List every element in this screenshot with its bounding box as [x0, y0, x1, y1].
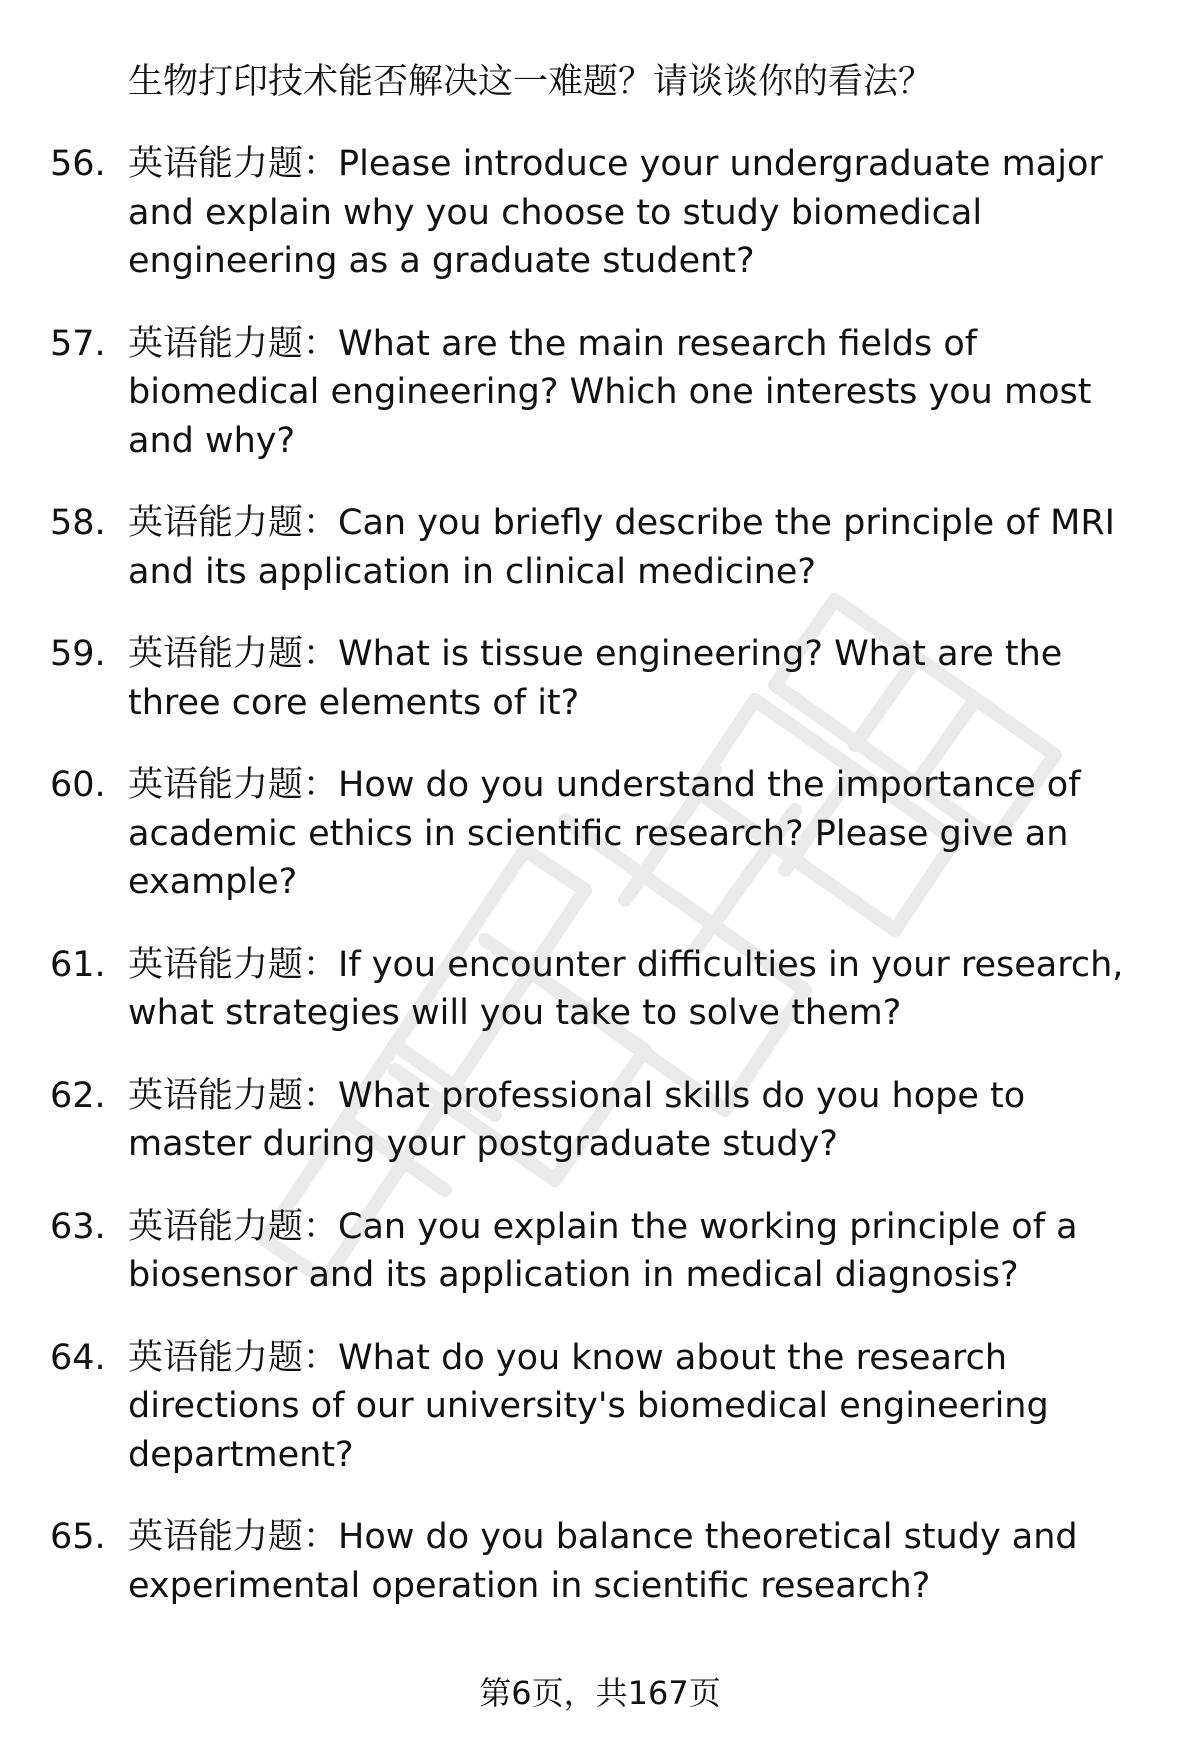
question-item [50, 941, 1165, 1038]
question-text: What professional skills do you hope to master during your postgraduate study? [128, 1075, 1026, 1164]
question-category: 英语能力题： [128, 323, 339, 364]
question-item [50, 761, 1165, 907]
question-number: 65. [50, 1517, 106, 1557]
question-text: How do you understand the importance of academic ethics in scientific research? Please give an example? [128, 765, 1081, 902]
question-text: What is tissue engineering? What are the three core elements of it? [128, 634, 1063, 723]
question-body [128, 1513, 1156, 1610]
question-text: Can you explain the working principle of a biosensor and its application in medical diagnosis? [128, 1206, 1078, 1295]
question-category: 英语能力题： [128, 1517, 339, 1557]
question-body [128, 1072, 1156, 1169]
question-number: 63. [50, 1206, 106, 1247]
question-number: 64. [50, 1337, 106, 1378]
question-number: 57. [50, 323, 106, 364]
question-item [50, 140, 1165, 286]
question-category: 英语能力题： [128, 944, 339, 985]
question-category: 英语能力题： [128, 503, 339, 543]
question-body [128, 941, 1156, 1038]
question-text: What are the main research fields of biomedical engineering? Which one interests you most and why? [128, 323, 1092, 461]
question-category: 英语能力题： [128, 765, 339, 805]
question-item [50, 1203, 1165, 1300]
question-body [128, 140, 1156, 286]
question-number: 60. [50, 765, 106, 805]
question-category: 英语能力题： [128, 1337, 339, 1378]
question-number: 59. [50, 634, 106, 674]
question-category: 英语能力题： [128, 144, 339, 184]
question-item [50, 1072, 1165, 1169]
question-number: 61. [50, 944, 106, 985]
question-number: 56. [50, 144, 106, 184]
question-body [128, 1203, 1156, 1300]
question-text: How do you balance theoretical study and experimental operation in scientific research? [128, 1517, 1078, 1606]
question-category: 英语能力题： [128, 1206, 339, 1247]
page-footer: 第6页，共167页 [479, 1674, 721, 1712]
question-body [128, 320, 1156, 466]
question-text: Can you briefly describe the principle of MRI and its application in clinical medicine? [128, 503, 1115, 592]
question-text: What do you know about the research directions of our university's biomedical engineering department? [128, 1337, 1049, 1475]
question-item [50, 320, 1165, 466]
question-body [128, 630, 1156, 727]
question-body [128, 499, 1156, 596]
previous-question-continuation: 生物打印技术能否解决这一难题？请谈谈你的看法？ [128, 62, 934, 102]
question-item [50, 1513, 1165, 1610]
question-body [128, 761, 1156, 907]
question-text: Please introduce your undergraduate major and explain why you choose to study biomedical engineering as a graduate student? [128, 144, 1103, 281]
question-body [128, 1334, 1156, 1480]
question-category: 英语能力题： [128, 1075, 339, 1116]
question-item [50, 499, 1165, 596]
question-category: 英语能力题： [128, 634, 339, 674]
question-number: 58. [50, 503, 106, 543]
question-number: 62. [50, 1075, 106, 1116]
question-list [50, 140, 1165, 1644]
question-text: If you encounter difficulties in your research, what strategies will you take to solve them? [128, 944, 1124, 1033]
question-item [50, 1334, 1165, 1480]
question-item [50, 630, 1165, 727]
